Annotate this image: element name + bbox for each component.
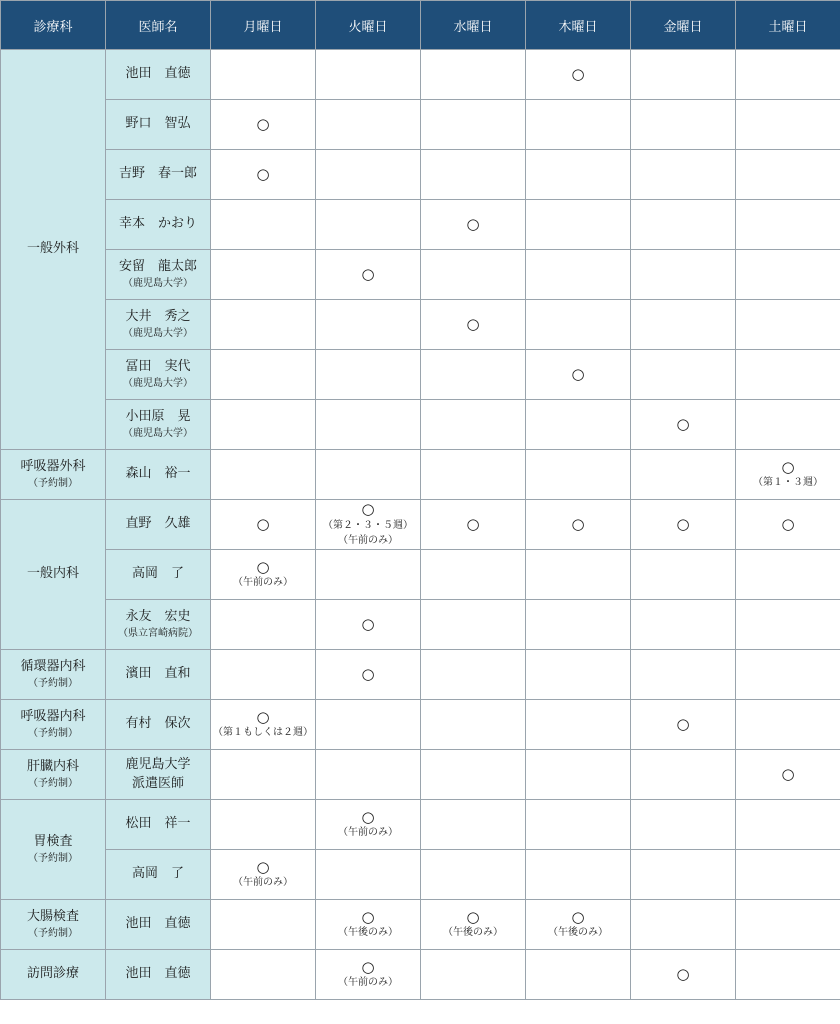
- schedule-cell-friday: [631, 300, 736, 350]
- schedule-cell-friday: [631, 500, 736, 550]
- schedule-cell-wednesday: [421, 700, 526, 750]
- department-cell: [1, 650, 106, 700]
- schedule-cell-thursday: [526, 700, 631, 750]
- schedule-cell-saturday: [736, 600, 840, 650]
- schedule-cell-wednesday: [421, 550, 526, 600]
- doctor-cell: [106, 550, 211, 600]
- doctor-cell: [106, 500, 211, 550]
- table-row: [1, 950, 840, 1000]
- doctor-affiliation: （鹿児島大学）: [123, 278, 193, 290]
- table-row: [1, 600, 840, 650]
- doctor-name: 冨田 実代: [125, 358, 191, 374]
- schedule-cell-saturday: [736, 100, 840, 150]
- schedule-cell-saturday: [736, 150, 840, 200]
- schedule-cell-saturday: [736, 200, 840, 250]
- schedule-cell-friday: [631, 650, 736, 700]
- available-mark: ○: [361, 665, 375, 684]
- table-row: [1, 400, 840, 450]
- available-mark: ○: [256, 857, 270, 876]
- table-row: [1, 250, 840, 300]
- schedule-cell-thursday: [526, 300, 631, 350]
- header-tuesday: 火曜日: [316, 1, 421, 50]
- schedule-note: （午前のみ）: [338, 977, 398, 989]
- schedule-cell-monday: [211, 150, 316, 200]
- table-row: [1, 200, 840, 250]
- schedule-note: （午後のみ）: [443, 927, 503, 939]
- doctor-cell: [106, 950, 211, 1000]
- schedule-cell-thursday: [526, 500, 631, 550]
- schedule-note: （第１もしくは２週）: [213, 727, 313, 739]
- doctor-cell: [106, 800, 211, 850]
- header-friday: 金曜日: [631, 1, 736, 50]
- schedule-cell-friday: [631, 550, 736, 600]
- schedule-cell-monday: [211, 250, 316, 300]
- department-cell: [1, 700, 106, 750]
- doctor-cell: [106, 450, 211, 500]
- schedule-cell-monday: [211, 750, 316, 800]
- schedule-note: （第１・３週）: [753, 477, 823, 489]
- doctor-cell: [106, 900, 211, 950]
- schedule-cell-wednesday: [421, 300, 526, 350]
- available-mark: ○: [256, 165, 270, 184]
- schedule-note: （午前のみ）: [338, 827, 398, 839]
- table-body: [1, 50, 840, 1000]
- schedule-cell-friday: [631, 850, 736, 900]
- schedule-cell-tuesday: [316, 750, 421, 800]
- schedule-note: （午後のみ）: [548, 927, 608, 939]
- schedule-cell-wednesday: [421, 750, 526, 800]
- schedule-cell-wednesday: [421, 800, 526, 850]
- schedule-cell-thursday: [526, 250, 631, 300]
- schedule-cell-thursday: [526, 800, 631, 850]
- schedule-cell-friday: [631, 250, 736, 300]
- doctor-name: 大井 秀之: [125, 308, 191, 324]
- available-mark: ○: [781, 765, 795, 784]
- available-mark: ○: [466, 315, 480, 334]
- schedule-cell-saturday: [736, 400, 840, 450]
- department-name: 胃検査: [33, 833, 73, 849]
- schedule-cell-saturday: [736, 250, 840, 300]
- table-row: [1, 350, 840, 400]
- department-note: （予約制）: [28, 678, 78, 690]
- schedule-cell-monday: [211, 650, 316, 700]
- schedule-cell-saturday: [736, 900, 840, 950]
- schedule-cell-friday: [631, 200, 736, 250]
- schedule-cell-tuesday: [316, 500, 421, 550]
- header-thursday: 木曜日: [526, 1, 631, 50]
- schedule-cell-friday: [631, 450, 736, 500]
- schedule-cell-monday: [211, 350, 316, 400]
- schedule-cell-monday: [211, 850, 316, 900]
- table-row: [1, 700, 840, 750]
- schedule-cell-wednesday: [421, 50, 526, 100]
- schedule-cell-wednesday: [421, 400, 526, 450]
- doctor-cell: [106, 750, 211, 800]
- available-mark: ○: [361, 957, 375, 976]
- department-name: 一般内科: [26, 566, 79, 582]
- schedule-cell-tuesday: [316, 200, 421, 250]
- table-row: [1, 450, 840, 500]
- available-mark: ○: [676, 515, 690, 534]
- schedule-cell-thursday: [526, 150, 631, 200]
- doctor-cell: [106, 600, 211, 650]
- header-doctor: 医師名: [106, 1, 211, 50]
- schedule-cell-friday: [631, 950, 736, 1000]
- schedule-cell-wednesday: [421, 950, 526, 1000]
- schedule-cell-thursday: [526, 100, 631, 150]
- schedule-cell-monday: [211, 550, 316, 600]
- schedule-cell-monday: [211, 50, 316, 100]
- doctor-name: 小田原 晃: [125, 408, 191, 424]
- schedule-cell-saturday: [736, 700, 840, 750]
- schedule-cell-friday: [631, 50, 736, 100]
- schedule-cell-thursday: [526, 400, 631, 450]
- schedule-cell-wednesday: [421, 200, 526, 250]
- doctor-affiliation: 派遣医師: [131, 775, 184, 791]
- schedule-cell-friday: [631, 750, 736, 800]
- doctor-cell: [106, 300, 211, 350]
- department-cell: [1, 750, 106, 800]
- schedule-cell-thursday: [526, 750, 631, 800]
- doctor-name: 幸本 かおり: [118, 216, 197, 232]
- doctor-name: 池田 直徳: [125, 966, 191, 982]
- header-department: 診療科: [1, 1, 106, 50]
- available-mark: ○: [256, 115, 270, 134]
- doctor-cell: [106, 700, 211, 750]
- schedule-cell-saturday: [736, 950, 840, 1000]
- schedule-cell-saturday: [736, 450, 840, 500]
- schedule-cell-wednesday: [421, 150, 526, 200]
- available-mark: ○: [676, 715, 690, 734]
- schedule-cell-tuesday: [316, 850, 421, 900]
- department-name: 訪問診療: [26, 966, 79, 982]
- doctor-name: 池田 直徳: [125, 916, 191, 932]
- schedule-cell-wednesday: [421, 900, 526, 950]
- available-mark: ○: [361, 907, 375, 926]
- department-cell: [1, 900, 106, 950]
- doctor-name: 直野 久雄: [125, 516, 191, 532]
- schedule-cell-friday: [631, 800, 736, 850]
- department-cell: [1, 50, 106, 450]
- doctor-name: 永友 宏史: [125, 608, 191, 624]
- department-name: 肝臓内科: [26, 758, 79, 774]
- table-row: [1, 300, 840, 350]
- header-saturday: 土曜日: [736, 1, 840, 50]
- schedule-cell-thursday: [526, 600, 631, 650]
- schedule-cell-monday: [211, 950, 316, 1000]
- department-cell: [1, 500, 106, 650]
- available-mark: ○: [361, 807, 375, 826]
- schedule-cell-monday: [211, 600, 316, 650]
- table-row: [1, 150, 840, 200]
- available-mark: ○: [571, 515, 585, 534]
- schedule-cell-tuesday: [316, 550, 421, 600]
- available-mark: ○: [676, 415, 690, 434]
- schedule-cell-tuesday: [316, 650, 421, 700]
- schedule-cell-saturday: [736, 550, 840, 600]
- schedule-cell-saturday: [736, 300, 840, 350]
- schedule-cell-monday: [211, 100, 316, 150]
- table-row: [1, 900, 840, 950]
- schedule-cell-friday: [631, 400, 736, 450]
- department-note: （予約制）: [28, 478, 78, 490]
- schedule-cell-saturday: [736, 50, 840, 100]
- available-mark: ○: [571, 907, 585, 926]
- schedule-cell-friday: [631, 150, 736, 200]
- schedule-note: （午前のみ）: [233, 877, 293, 889]
- doctor-cell: [106, 100, 211, 150]
- doctor-cell: [106, 250, 211, 300]
- schedule-cell-thursday: [526, 350, 631, 400]
- available-mark: ○: [676, 965, 690, 984]
- doctor-name: 有村 保次: [125, 716, 191, 732]
- table-row: [1, 850, 840, 900]
- header-row: [1, 1, 840, 50]
- table-row: [1, 500, 840, 550]
- schedule-cell-thursday: [526, 950, 631, 1000]
- department-cell: [1, 800, 106, 900]
- doctor-cell: [106, 150, 211, 200]
- schedule-cell-tuesday: [316, 400, 421, 450]
- schedule-cell-wednesday: [421, 600, 526, 650]
- doctor-affiliation: （鹿児島大学）: [123, 328, 193, 340]
- table-row: [1, 550, 840, 600]
- schedule-cell-tuesday: [316, 300, 421, 350]
- doctor-name: 吉野 春一郎: [118, 166, 197, 182]
- schedule-cell-thursday: [526, 50, 631, 100]
- schedule-cell-thursday: [526, 450, 631, 500]
- schedule-cell-monday: [211, 400, 316, 450]
- header-wednesday: 水曜日: [421, 1, 526, 50]
- available-mark: ○: [361, 265, 375, 284]
- doctor-cell: [106, 200, 211, 250]
- schedule-cell-thursday: [526, 200, 631, 250]
- table-row: [1, 800, 840, 850]
- table-row: [1, 50, 840, 100]
- schedule-cell-monday: [211, 900, 316, 950]
- available-mark: ○: [781, 515, 795, 534]
- schedule-cell-wednesday: [421, 250, 526, 300]
- schedule-cell-monday: [211, 300, 316, 350]
- department-name: 呼吸器内科: [20, 708, 86, 724]
- schedule-cell-thursday: [526, 650, 631, 700]
- schedule-note: （午前のみ）: [338, 534, 398, 546]
- schedule-cell-tuesday: [316, 350, 421, 400]
- schedule-cell-saturday: [736, 800, 840, 850]
- schedule-cell-saturday: [736, 750, 840, 800]
- available-mark: ○: [466, 215, 480, 234]
- schedule-cell-tuesday: [316, 800, 421, 850]
- available-mark: ○: [466, 515, 480, 534]
- schedule-cell-tuesday: [316, 700, 421, 750]
- schedule-cell-thursday: [526, 550, 631, 600]
- doctor-name: 松田 祥一: [125, 816, 191, 832]
- doctor-name: 池田 直徳: [125, 66, 191, 82]
- schedule-cell-saturday: [736, 650, 840, 700]
- schedule-cell-tuesday: [316, 600, 421, 650]
- schedule-cell-wednesday: [421, 650, 526, 700]
- schedule-cell-tuesday: [316, 50, 421, 100]
- department-note: （予約制）: [28, 728, 78, 740]
- schedule-cell-tuesday: [316, 100, 421, 150]
- doctor-name: 濱田 直和: [125, 666, 191, 682]
- schedule-cell-thursday: [526, 850, 631, 900]
- doctor-cell: [106, 850, 211, 900]
- available-mark: ○: [361, 500, 375, 519]
- department-cell: [1, 450, 106, 500]
- schedule-cell-saturday: [736, 350, 840, 400]
- schedule-cell-monday: [211, 500, 316, 550]
- schedule-cell-friday: [631, 700, 736, 750]
- doctor-affiliation: （鹿児島大学）: [123, 428, 193, 440]
- doctor-affiliation: （鹿児島大学）: [123, 378, 193, 390]
- schedule-cell-monday: [211, 800, 316, 850]
- schedule-cell-monday: [211, 450, 316, 500]
- schedule-cell-friday: [631, 600, 736, 650]
- schedule-cell-wednesday: [421, 100, 526, 150]
- table-header: [1, 1, 840, 50]
- doctor-cell: [106, 50, 211, 100]
- department-name: 循環器内科: [20, 658, 86, 674]
- table-row: [1, 650, 840, 700]
- schedule-cell-monday: [211, 200, 316, 250]
- schedule-cell-tuesday: [316, 150, 421, 200]
- doctor-name: 森山 裕一: [125, 466, 191, 482]
- schedule-cell-friday: [631, 350, 736, 400]
- table-row: [1, 100, 840, 150]
- schedule-note: （午後のみ）: [338, 927, 398, 939]
- available-mark: ○: [256, 515, 270, 534]
- schedule-cell-thursday: [526, 900, 631, 950]
- available-mark: ○: [256, 707, 270, 726]
- schedule-cell-wednesday: [421, 450, 526, 500]
- schedule-cell-tuesday: [316, 900, 421, 950]
- available-mark: ○: [571, 65, 585, 84]
- department-cell: [1, 950, 106, 1000]
- available-mark: ○: [781, 457, 795, 476]
- doctor-cell: [106, 350, 211, 400]
- table-row: [1, 750, 840, 800]
- doctor-affiliation: （県立宮崎病院）: [118, 628, 198, 640]
- schedule-cell-tuesday: [316, 250, 421, 300]
- doctor-name: 高岡 了: [131, 866, 184, 882]
- schedule-cell-saturday: [736, 850, 840, 900]
- doctor-name: 安留 龍太郎: [118, 258, 197, 274]
- schedule-cell-saturday: [736, 500, 840, 550]
- department-name: 呼吸器外科: [20, 458, 86, 474]
- doctor-cell: [106, 400, 211, 450]
- schedule-note: （第２・３・５週）: [323, 519, 413, 531]
- doctor-name: 高岡 了: [131, 566, 184, 582]
- schedule-cell-friday: [631, 900, 736, 950]
- doctor-name: 鹿児島大学: [125, 756, 191, 772]
- schedule-note: （午前のみ）: [233, 577, 293, 589]
- department-note: （予約制）: [28, 778, 78, 790]
- schedule-cell-wednesday: [421, 500, 526, 550]
- doctor-cell: [106, 650, 211, 700]
- available-mark: ○: [361, 615, 375, 634]
- schedule-cell-monday: [211, 700, 316, 750]
- department-name: 大腸検査: [26, 908, 79, 924]
- department-name: 一般外科: [26, 241, 79, 257]
- department-note: （予約制）: [28, 853, 78, 865]
- schedule-cell-friday: [631, 100, 736, 150]
- schedule-cell-wednesday: [421, 350, 526, 400]
- available-mark: ○: [256, 557, 270, 576]
- doctor-name: 野口 智弘: [125, 116, 191, 132]
- header-monday: 月曜日: [211, 1, 316, 50]
- available-mark: ○: [571, 365, 585, 384]
- schedule-cell-tuesday: [316, 450, 421, 500]
- schedule-cell-wednesday: [421, 850, 526, 900]
- available-mark: ○: [466, 907, 480, 926]
- schedule-cell-tuesday: [316, 950, 421, 1000]
- department-note: （予約制）: [28, 928, 78, 940]
